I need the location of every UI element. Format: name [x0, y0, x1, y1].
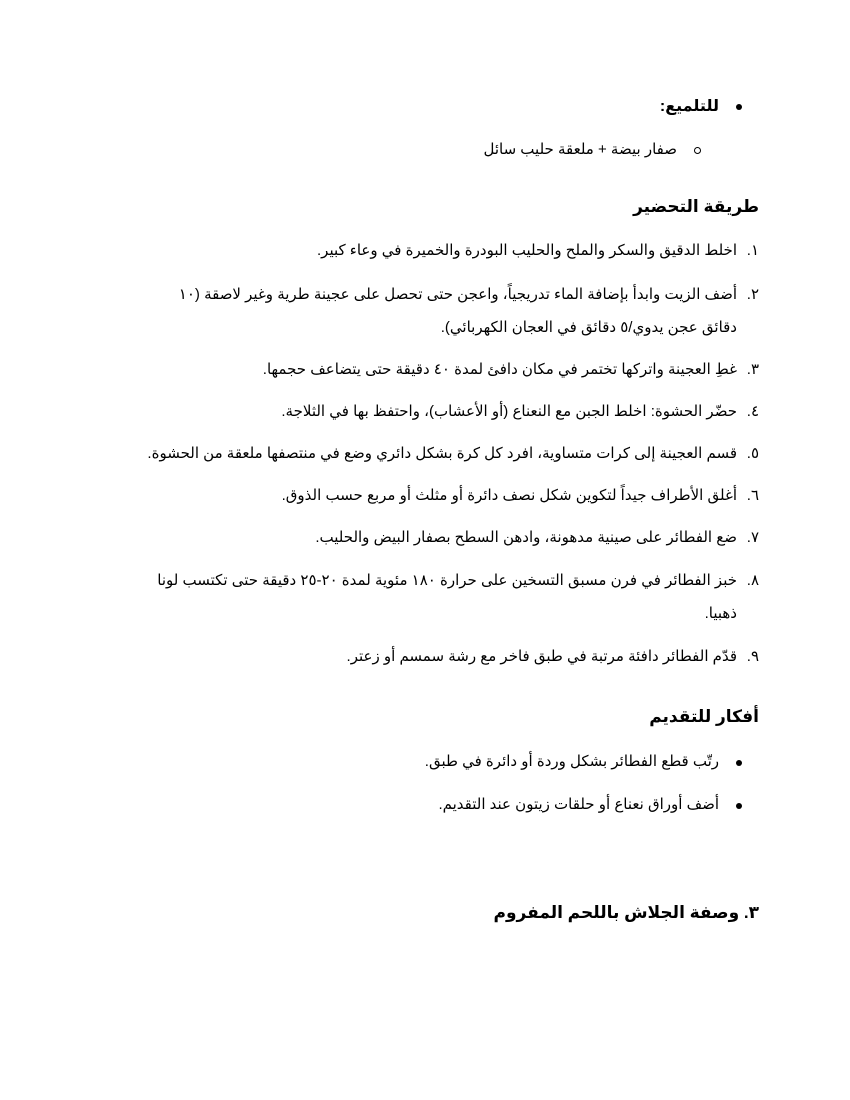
step-number: ١.: [746, 242, 759, 259]
preparation-heading: طريقة التحضير: [633, 197, 759, 216]
garnish-item: صفار بيضة + ملعقة حليب سائل: [483, 141, 677, 158]
bullet-icon: [736, 760, 742, 766]
step-number: ٩.: [746, 648, 759, 665]
serving-item: أضف أوراق نعناع أو حلقات زيتون عند التقديم.: [438, 796, 719, 813]
serving-heading: أفكار للتقديم: [649, 707, 759, 726]
step-text: ضع الفطائر على صينية مدهونة، وادهن السطح بصفار البيض والحليب.: [315, 529, 737, 546]
step-number: ٤.: [746, 403, 759, 420]
step-text: حضّر الحشوة: اخلط الجبن مع النعناع (أو الأعشاب)، واحتفظ بها في الثلاجة.: [281, 403, 737, 420]
serving-item: رتّب قطع الفطائر بشكل وردة أو دائرة في طبق.: [424, 753, 719, 770]
step-number: ٥.: [746, 445, 759, 462]
step-number: ٣.: [746, 361, 759, 378]
step-text: اخلط الدقيق والسكر والملح والحليب البودرة والخميرة في وعاء كبير.: [317, 242, 737, 259]
step-text: غطِ العجينة واتركها تختمر في مكان دافئ لمدة ٤٠ دقيقة حتى يتضاعف حجمها.: [262, 361, 737, 378]
step-number: ٧.: [746, 529, 759, 546]
step-text-continued: ذهبيا.: [704, 605, 737, 622]
circle-bullet-icon: [694, 147, 701, 154]
step-text-continued: دقائق عجن يدوي/٥ دقائق في العجان الكهربائي).: [440, 319, 737, 336]
step-text: قسم العجينة إلى كرات متساوية، افرد كل كرة بشكل دائري وضع في منتصفها ملعقة من الحشوة.: [147, 445, 737, 462]
step-number: ٢.: [746, 286, 759, 303]
step-text: قدّم الفطائر دافئة مرتبة في طبق فاخر مع رشة سمسم أو زعتر.: [346, 648, 737, 665]
garnish-heading: للتلميع:: [659, 98, 719, 115]
step-number: ٨.: [746, 572, 759, 589]
bullet-icon: [736, 803, 742, 809]
step-text: أغلق الأطراف جيداً لتكوين شكل نصف دائرة أو مثلث أو مربع حسب الذوق.: [281, 487, 737, 504]
step-text: خبز الفطائر في فرن مسبق التسخين على حرارة ١٨٠ مئوية لمدة ٢٠-٢٥ دقيقة حتى تكتسب لونا: [157, 572, 737, 589]
step-number: ٦.: [746, 487, 759, 504]
bullet-icon: [736, 104, 742, 110]
step-text: أضف الزيت وابدأ بإضافة الماء تدريجياً، واعجن حتى تحصل على عجينة طرية وغير لاصقة (١٠: [178, 286, 737, 303]
next-recipe-heading: ٣. وصفة الجلاش باللحم المفروم: [493, 903, 759, 922]
